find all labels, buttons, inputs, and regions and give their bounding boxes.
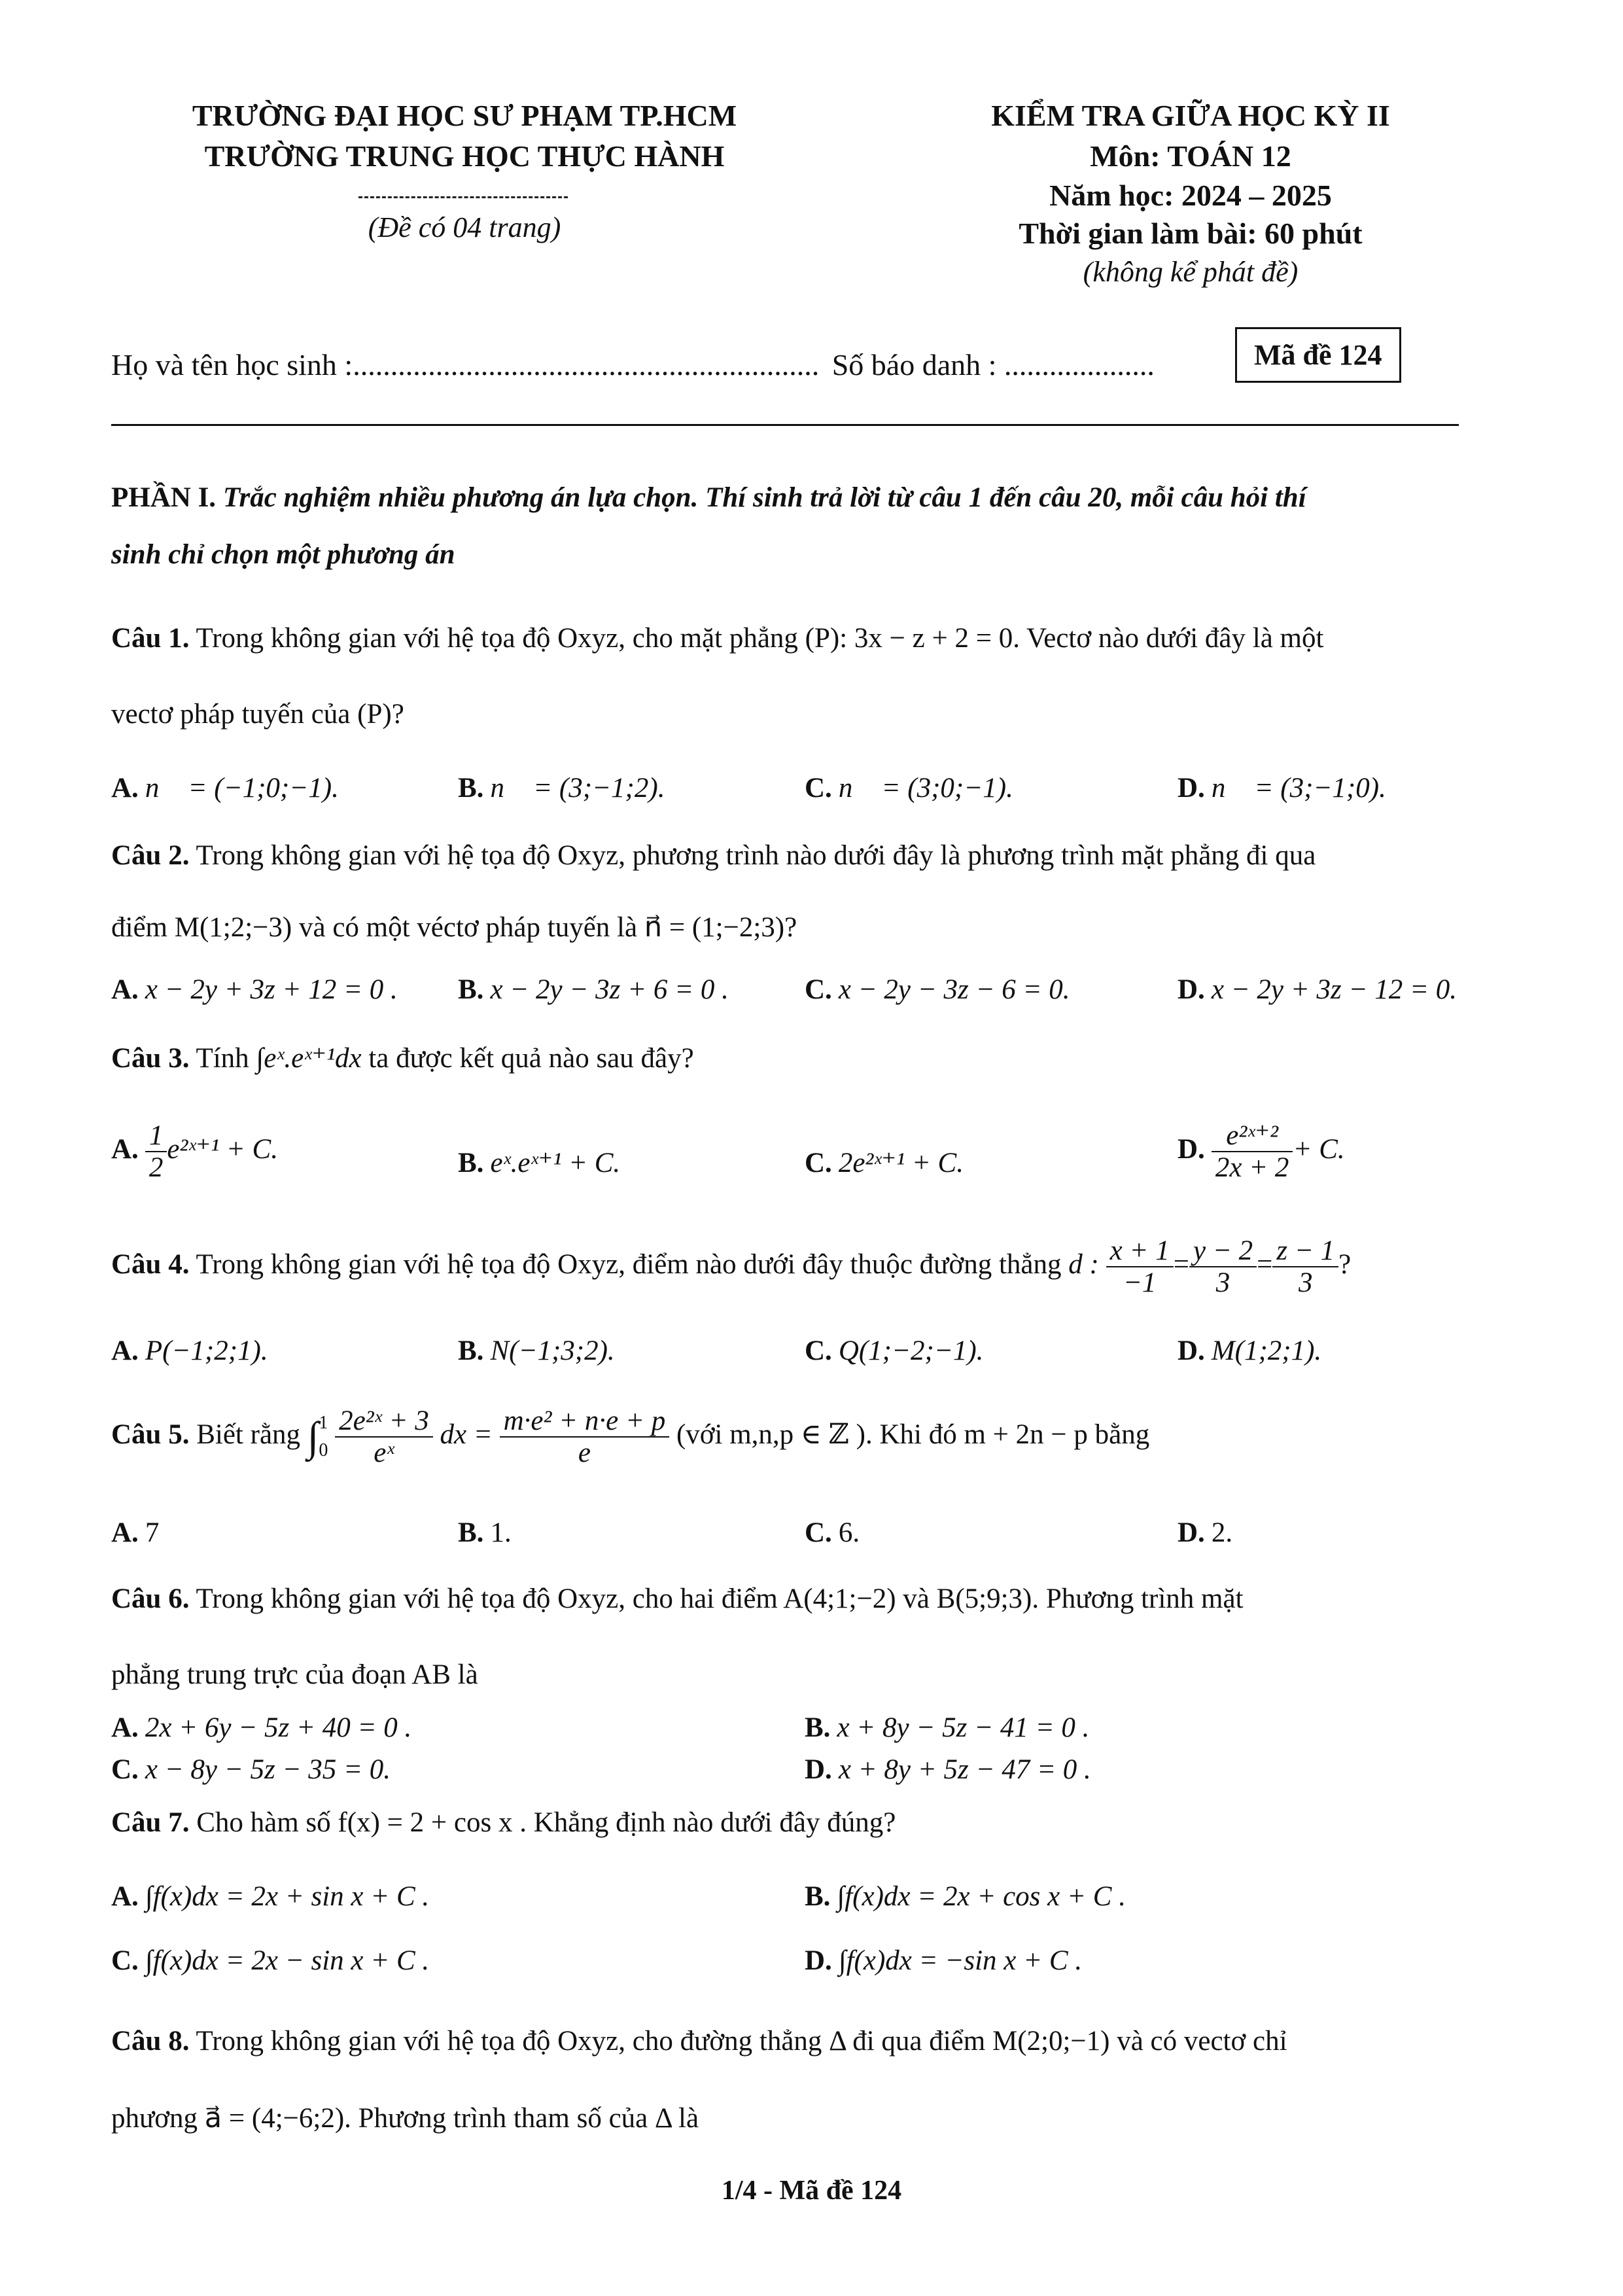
- student-name-label: Họ và tên học sinh :: [111, 348, 353, 381]
- q1-text-line1: Trong không gian với hệ tọa độ Oxyz, cho mặt phẳng (P): 3x − z + 2 = 0. Vectơ nào dưới đây là một: [196, 623, 1324, 654]
- q4-d-prefix: d :: [1068, 1249, 1099, 1280]
- q5-line1: [111, 1405, 1149, 1469]
- q3-text-pre: Tính: [196, 1043, 249, 1074]
- q7-option-a-text: ∫f(x)dx = 2x + sin x + C .: [145, 1881, 430, 1912]
- q6-option-d-text: x + 8y + 5z − 47 = 0 .: [838, 1754, 1091, 1785]
- q3-option-d[interactable]: D. $\frac{\text{e²ˣ⁺²}}{2x + 2}$ + C.: [1178, 1120, 1345, 1184]
- q3-option-a[interactable]: A. $\frac{1}{2}$ e²ˣ⁺¹ + C.: [111, 1120, 278, 1184]
- q4-option-c[interactable]: C. Q(1;−2;−1).: [805, 1335, 984, 1366]
- q3-a-num: 1: [145, 1120, 167, 1152]
- q1-option-a-text: n⃗ = (−1;0;−1).: [145, 773, 339, 804]
- q4-fraction-1: [1106, 1235, 1174, 1299]
- q5-int-den: eˣ: [374, 1438, 394, 1469]
- school-year: Năm học: 2024 – 2025: [1049, 179, 1332, 212]
- q5-text-post: (với m,n,p ∈ ℤ ). Khi đó m + 2n − p bằng: [676, 1419, 1150, 1451]
- q4-text: Trong không gian với hệ tọa độ Oxyz, điểm nào dưới đây thuộc đường thẳng: [196, 1249, 1062, 1280]
- q5-integrand: [335, 1405, 433, 1469]
- part1-instruction-line1: Trắc nghiệm nhiều phương án lựa chọn. Thí sinh trả lời từ câu 1 đến câu 20, mỗi câu hỏi thí: [222, 482, 1306, 513]
- q5-upper-limit: 1: [319, 1413, 328, 1434]
- page-footer: 1/4 - Mã đề 124: [721, 2176, 902, 2206]
- q5-option-a[interactable]: A. 7: [111, 1517, 160, 1548]
- student-name-field[interactable]: ..............................................................: [353, 348, 820, 381]
- q8-text-line2: phương a⃗ = (4;−6;2). Phương trình tham số của Δ là: [111, 2103, 699, 2134]
- part1-heading: [111, 481, 1306, 515]
- q6-option-a-text: 2x + 6y − 5z + 40 = 0 .: [145, 1712, 412, 1743]
- q8-label: Câu 8.: [111, 2026, 190, 2057]
- q2-text-line1: Trong không gian với hệ tọa độ Oxyz, phương trình nào dưới đây là phương trình mặt phẳng đi qua: [196, 840, 1316, 871]
- q6-option-c-text: x − 8y − 5z − 35 = 0.: [145, 1754, 391, 1785]
- q1-line1: [111, 622, 1323, 656]
- exam-title: KIỂM TRA GIỮA HỌC KỲ II: [991, 99, 1390, 132]
- q1-text-line2: vectơ pháp tuyến của (P)?: [111, 699, 404, 730]
- q2-option-c-text: x − 2y − 3z − 6 = 0.: [838, 974, 1070, 1005]
- q4-line1: Câu 4. Trong không gian với hệ tọa độ Oxyz, điểm nào dưới đây thuộc đường thẳng d : $\frac{x + 1}{-1}$ = $\frac{y - 2}{3}$ = $\frac{z - 1}{3}$ ?: [111, 1235, 1352, 1299]
- q4-option-d[interactable]: D. M(1;2;1).: [1178, 1335, 1322, 1366]
- q1-option-c-text: n⃗ = (3;0;−1).: [838, 773, 1013, 804]
- q5-text-pre: Biết rằng: [196, 1419, 301, 1451]
- q6-option-c[interactable]: C. x − 8y − 5z − 35 = 0.: [111, 1754, 391, 1785]
- q3-option-b-text: eˣ.eˣ⁺¹ + C.: [490, 1148, 621, 1178]
- q6-option-b[interactable]: B. x + 8y − 5z − 41 = 0 .: [805, 1712, 1090, 1743]
- q1-option-b-text: n⃗ = (3;−1;2).: [490, 773, 665, 804]
- q5-rhs: [500, 1405, 670, 1469]
- q4-f2-num: y − 2: [1189, 1235, 1257, 1267]
- school-name-line2: TRƯỜNG TRUNG HỌC THỰC HÀNH: [204, 139, 725, 173]
- q1-option-d[interactable]: D. n⃗ = (3;−1;0).: [1178, 773, 1386, 804]
- q5-label: Câu 5.: [111, 1419, 190, 1451]
- part1-title: PHẦN I.: [111, 482, 217, 513]
- q3-label: Câu 3.: [111, 1043, 190, 1074]
- q1-option-a[interactable]: A. n⃗ = (−1;0;−1).: [111, 773, 339, 804]
- q6-line1: [111, 1582, 1244, 1616]
- q3-a-den: 2: [148, 1152, 164, 1184]
- q3-option-b[interactable]: B. eˣ.eˣ⁺¹ + C.: [458, 1148, 621, 1178]
- q4-f3-den: 3: [1298, 1267, 1313, 1299]
- q1-option-c[interactable]: C. n⃗ = (3;0;−1).: [805, 773, 1013, 804]
- q5-option-a-text: 7: [145, 1517, 160, 1548]
- q6-option-d[interactable]: D. x + 8y + 5z − 47 = 0 .: [805, 1754, 1091, 1785]
- q7-option-a[interactable]: A. ∫f(x)dx = 2x + sin x + C .: [111, 1881, 430, 1912]
- q3-d-num: e²ˣ⁺²: [1212, 1120, 1293, 1152]
- q3-integral: ∫eˣ.eˣ⁺¹dx: [256, 1043, 362, 1074]
- q4-f1-num: x + 1: [1106, 1235, 1174, 1267]
- q4-option-a[interactable]: A. P(−1;2;1).: [111, 1335, 268, 1366]
- q7-option-c[interactable]: C. ∫f(x)dx = 2x − sin x + C .: [111, 1945, 430, 1976]
- pages-note: (Đề có 04 trang): [368, 211, 561, 243]
- q2-option-d[interactable]: D. x − 2y + 3z − 12 = 0.: [1178, 974, 1457, 1005]
- q7-option-b-text: ∫f(x)dx = 2x + cos x + C .: [837, 1881, 1126, 1912]
- q4-option-c-text: Q(1;−2;−1).: [838, 1335, 984, 1366]
- q2-option-a-text: x − 2y + 3z + 12 = 0 .: [145, 974, 398, 1005]
- q1-label: Câu 1.: [111, 623, 190, 654]
- q8-line1: [111, 2024, 1287, 2058]
- q4-f2-den: 3: [1215, 1267, 1230, 1299]
- q5-option-b-text: 1.: [490, 1517, 512, 1548]
- q3-text-post: ta được kết quả nào sau đây?: [368, 1043, 694, 1074]
- q7-label: Câu 7.: [111, 1807, 190, 1838]
- q2-option-c[interactable]: C. x − 2y − 3z − 6 = 0.: [805, 974, 1070, 1005]
- q4-f1-den: −1: [1123, 1267, 1157, 1299]
- q4-option-b-text: N(−1;3;2).: [490, 1335, 615, 1366]
- q3-option-a-rest: e²ˣ⁺¹ + C.: [167, 1134, 278, 1165]
- q6-option-b-text: x + 8y − 5z − 41 = 0 .: [837, 1712, 1090, 1743]
- q7-line1: [111, 1806, 896, 1840]
- q3-option-c[interactable]: C. 2e²ˣ⁺¹ + C.: [805, 1148, 964, 1178]
- q5-option-c-text: 6.: [838, 1517, 860, 1548]
- q3-line1: [111, 1042, 694, 1076]
- q4-option-b[interactable]: B. N(−1;3;2).: [458, 1335, 615, 1366]
- header-rule: [111, 424, 1459, 426]
- q3-d-den: 2x + 2: [1215, 1152, 1289, 1184]
- q5-dx-eq: dx =: [440, 1419, 493, 1451]
- q5-int-num: 2e²ˣ + 3: [335, 1405, 433, 1438]
- q6-option-a[interactable]: A. 2x + 6y − 5z + 40 = 0 .: [111, 1712, 412, 1743]
- q6-text-line1: Trong không gian với hệ tọa độ Oxyz, cho hai điểm A(4;1;−2) và B(5;9;3). Phương trình mặt: [196, 1583, 1244, 1614]
- q8-text-line1: Trong không gian với hệ tọa độ Oxyz, cho đường thẳng Δ đi qua điểm M(2;0;−1) và có vectơ chỉ: [196, 2026, 1287, 2057]
- header-divider: [358, 196, 568, 198]
- student-id-label: Số báo danh :: [831, 348, 997, 381]
- q5-option-b[interactable]: B. 1.: [458, 1517, 512, 1548]
- q6-text-line2: phẳng trung trực của đoạn AB là: [111, 1659, 478, 1690]
- q7-option-c-text: ∫f(x)dx = 2x − sin x + C .: [145, 1945, 430, 1976]
- q4-option-a-text: P(−1;2;1).: [145, 1335, 268, 1366]
- q2-option-b[interactable]: B. x − 2y − 3z + 6 = 0 .: [458, 974, 729, 1005]
- q7-option-d-text: ∫f(x)dx = −sin x + C .: [838, 1945, 1083, 1976]
- q4-label: Câu 4.: [111, 1249, 190, 1280]
- q7-text: Cho hàm số f(x) = 2 + cos x . Khẳng định nào dưới đây đúng?: [196, 1807, 896, 1838]
- q6-label: Câu 6.: [111, 1583, 190, 1614]
- duration-note: (không kể phát đề): [1083, 256, 1299, 288]
- q2-line1: [111, 839, 1316, 873]
- q7-option-b[interactable]: B. ∫f(x)dx = 2x + cos x + C .: [805, 1881, 1126, 1912]
- q5-lower-limit: 0: [319, 1440, 328, 1461]
- student-id-field[interactable]: ....................: [1003, 348, 1155, 381]
- q5-option-c[interactable]: C. 6.: [805, 1517, 860, 1548]
- q7-option-d[interactable]: D. ∫f(x)dx = −sin x + C .: [805, 1945, 1083, 1976]
- q2-text-line2: điểm M(1;2;−3) và có một véctơ pháp tuyến là n⃗ = (1;−2;3)?: [111, 912, 797, 943]
- q5-integral-limits: [319, 1409, 328, 1464]
- q5-rhs-den: e: [578, 1438, 591, 1469]
- q3-option-c-text: 2e²ˣ⁺¹ + C.: [838, 1148, 964, 1178]
- q4-qmark: ?: [1338, 1249, 1352, 1280]
- q1-option-d-text: n⃗ = (3;−1;0).: [1211, 773, 1386, 804]
- q5-rhs-num: m·e² + n·e + p: [500, 1405, 670, 1438]
- q4-fraction-2: [1189, 1235, 1257, 1299]
- duration: Thời gian làm bài: 60 phút: [1019, 217, 1363, 250]
- q2-option-d-text: x − 2y + 3z − 12 = 0.: [1211, 974, 1457, 1005]
- q2-option-b-text: x − 2y − 3z + 6 = 0 .: [490, 974, 729, 1005]
- q4-fraction-3: [1272, 1235, 1338, 1299]
- q3-option-d-rest: + C.: [1293, 1134, 1345, 1165]
- q2-label: Câu 2.: [111, 840, 190, 871]
- q5-option-d-text: 2.: [1211, 1517, 1233, 1548]
- q3-option-a-coef: [145, 1120, 167, 1184]
- q2-option-a[interactable]: A. x − 2y + 3z + 12 = 0 .: [111, 974, 398, 1005]
- q1-option-b[interactable]: B. n⃗ = (3;−1;2).: [458, 773, 665, 804]
- q3-option-d-frac: [1212, 1120, 1293, 1184]
- school-name-line1: TRƯỜNG ĐẠI HỌC SƯ PHẠM TP.HCM: [192, 99, 737, 132]
- q5-integral-sign: ∫: [307, 1413, 319, 1460]
- exam-code-box: Mã đề 124: [1235, 327, 1401, 383]
- student-info-row: [111, 347, 1155, 383]
- q5-option-d[interactable]: D. 2.: [1178, 1517, 1233, 1548]
- q4-option-d-text: M(1;2;1).: [1211, 1335, 1322, 1366]
- subject: Môn: TOÁN 12: [1090, 139, 1291, 173]
- q4-f3-num: z − 1: [1272, 1235, 1338, 1267]
- part1-instruction-line2: sinh chỉ chọn một phương án: [111, 539, 455, 570]
